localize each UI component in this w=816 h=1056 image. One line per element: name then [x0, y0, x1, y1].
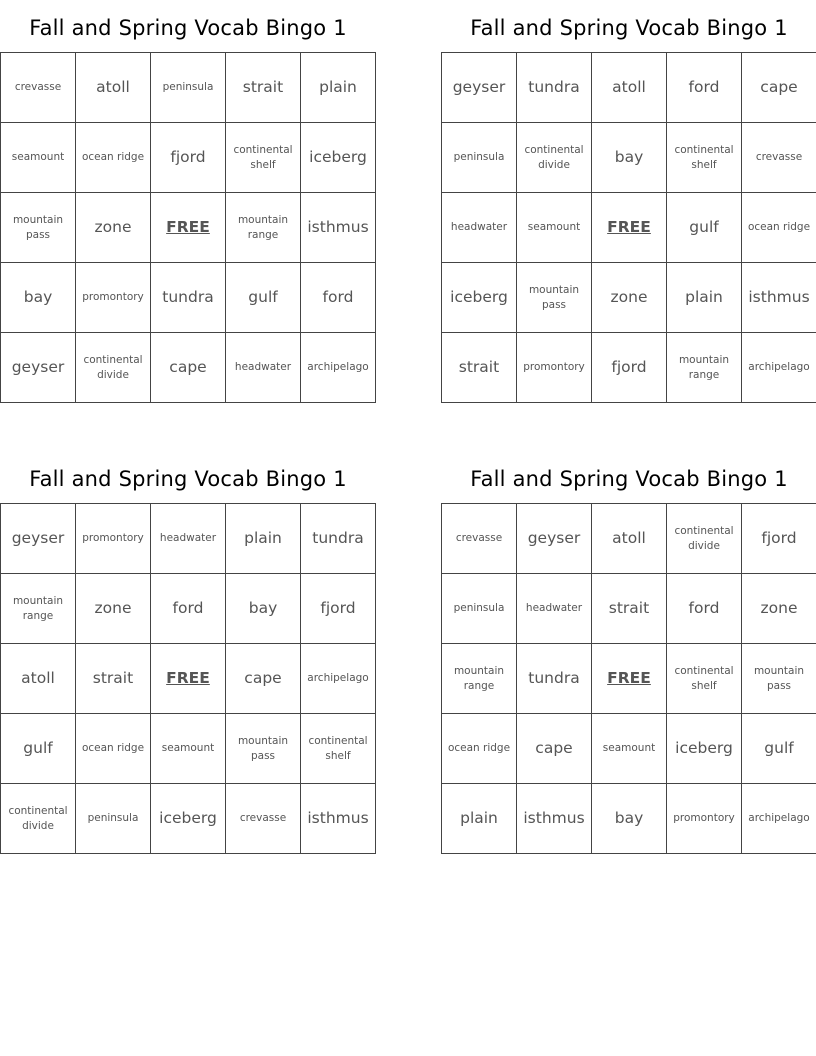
bingo-card-1 [0, 0, 376, 403]
bingo-cell: headwater [151, 504, 226, 574]
grid-row [442, 574, 816, 644]
grid-row [442, 263, 816, 333]
bingo-cell: isthmus [517, 784, 592, 854]
bingo-cell: fjord [742, 504, 816, 574]
bingo-cell: bay [226, 574, 301, 644]
bingo-cell: iceberg [667, 714, 742, 784]
bingo-cell: peninsula [442, 123, 517, 193]
bingo-cell: mountain range [226, 193, 301, 263]
free-space: FREE [592, 644, 667, 714]
bingo-cell: iceberg [442, 263, 517, 333]
bingo-cell: cape [226, 644, 301, 714]
bingo-cell: continental shelf [667, 123, 742, 193]
bingo-cell: gulf [667, 193, 742, 263]
bingo-cell: ocean ridge [76, 123, 151, 193]
bingo-cell: seamount [517, 193, 592, 263]
bingo-grid [441, 503, 816, 854]
grid-row [1, 784, 376, 854]
grid-row [1, 714, 376, 784]
bingo-cell: mountain range [442, 644, 517, 714]
bingo-cell: continental shelf [301, 714, 376, 784]
bingo-cell: seamount [151, 714, 226, 784]
bingo-cell: mountain pass [742, 644, 816, 714]
grid-row [442, 714, 816, 784]
grid-row [442, 504, 816, 574]
bingo-cell: bay [592, 123, 667, 193]
grid-row [1, 263, 376, 333]
bingo-cell: iceberg [151, 784, 226, 854]
bingo-cell: plain [226, 504, 301, 574]
bingo-cell: zone [76, 193, 151, 263]
bingo-cell: crevasse [442, 504, 517, 574]
bingo-cell: geyser [1, 333, 76, 403]
bingo-cell: continental divide [1, 784, 76, 854]
bingo-cell: continental divide [517, 123, 592, 193]
grid-row [442, 193, 816, 263]
bingo-cell: isthmus [301, 784, 376, 854]
bingo-cell: cape [151, 333, 226, 403]
bingo-card-3 [0, 451, 376, 854]
bingo-grid [0, 52, 376, 403]
bingo-cell: ford [667, 53, 742, 123]
card-title: Fall and Spring Vocab Bingo 1 [470, 16, 788, 40]
bingo-cell: headwater [226, 333, 301, 403]
free-space: FREE [151, 644, 226, 714]
grid-row [1, 644, 376, 714]
bingo-cell: promontory [76, 263, 151, 333]
bingo-cell: cape [742, 53, 816, 123]
bingo-cell: zone [76, 574, 151, 644]
grid-row [1, 504, 376, 574]
bingo-cell: mountain range [1, 574, 76, 644]
bingo-cell: headwater [517, 574, 592, 644]
grid-row [442, 53, 816, 123]
card-title: Fall and Spring Vocab Bingo 1 [470, 467, 788, 491]
grid-row [1, 574, 376, 644]
bingo-cell: ford [151, 574, 226, 644]
bingo-cell: peninsula [442, 574, 517, 644]
bingo-cell: peninsula [76, 784, 151, 854]
bingo-cell: atoll [592, 504, 667, 574]
bingo-cell: tundra [301, 504, 376, 574]
free-space: FREE [151, 193, 226, 263]
bingo-grid [441, 52, 816, 403]
bingo-cell: fjord [592, 333, 667, 403]
grid-row [442, 784, 816, 854]
bingo-cell: mountain pass [226, 714, 301, 784]
bingo-cell: strait [76, 644, 151, 714]
bingo-cell: ocean ridge [76, 714, 151, 784]
bingo-cell: archipelago [742, 333, 816, 403]
bingo-cell: continental divide [76, 333, 151, 403]
bingo-cell: archipelago [301, 644, 376, 714]
bingo-cell: gulf [742, 714, 816, 784]
bingo-cell: fjord [301, 574, 376, 644]
bingo-cell: strait [592, 574, 667, 644]
bingo-cell: mountain pass [1, 193, 76, 263]
bingo-cell: plain [442, 784, 517, 854]
bingo-cell: headwater [442, 193, 517, 263]
free-space: FREE [592, 193, 667, 263]
bingo-card-2 [441, 0, 816, 403]
bingo-cell: tundra [151, 263, 226, 333]
bingo-cell: isthmus [742, 263, 816, 333]
grid-row [1, 333, 376, 403]
bingo-cell: atoll [592, 53, 667, 123]
grid-row [1, 53, 376, 123]
bingo-cell: iceberg [301, 123, 376, 193]
bingo-cell: plain [667, 263, 742, 333]
bingo-cell: promontory [517, 333, 592, 403]
bingo-grid [0, 503, 376, 854]
bingo-cell: crevasse [226, 784, 301, 854]
bingo-cell: continental shelf [667, 644, 742, 714]
bingo-cell: continental divide [667, 504, 742, 574]
bingo-cell: ford [667, 574, 742, 644]
bingo-cell: zone [592, 263, 667, 333]
grid-row [1, 123, 376, 193]
bingo-cell: archipelago [742, 784, 816, 854]
bingo-cell: ocean ridge [742, 193, 816, 263]
bingo-cell: strait [226, 53, 301, 123]
grid-row [442, 333, 816, 403]
grid-row [1, 193, 376, 263]
bingo-cell: geyser [517, 504, 592, 574]
bingo-cell: geyser [442, 53, 517, 123]
bingo-cell: zone [742, 574, 816, 644]
bingo-cell: archipelago [301, 333, 376, 403]
bingo-cell: peninsula [151, 53, 226, 123]
bingo-cell: atoll [76, 53, 151, 123]
bingo-cell: atoll [1, 644, 76, 714]
bingo-card-4 [441, 451, 816, 854]
bingo-cell: gulf [1, 714, 76, 784]
bingo-cell: gulf [226, 263, 301, 333]
bingo-cell: ocean ridge [442, 714, 517, 784]
bingo-cell: strait [442, 333, 517, 403]
bingo-cell: seamount [592, 714, 667, 784]
card-title: Fall and Spring Vocab Bingo 1 [29, 467, 347, 491]
bingo-cell: bay [1, 263, 76, 333]
bingo-cell: fjord [151, 123, 226, 193]
bingo-cell: tundra [517, 644, 592, 714]
bingo-cell: crevasse [742, 123, 816, 193]
bingo-cell: geyser [1, 504, 76, 574]
bingo-cell: isthmus [301, 193, 376, 263]
bingo-cell: mountain pass [517, 263, 592, 333]
bingo-cell: tundra [517, 53, 592, 123]
bingo-cell: mountain range [667, 333, 742, 403]
bingo-cell: cape [517, 714, 592, 784]
bingo-cell: seamount [1, 123, 76, 193]
bingo-cell: plain [301, 53, 376, 123]
bingo-cell: promontory [76, 504, 151, 574]
grid-row [442, 123, 816, 193]
bingo-cell: continental shelf [226, 123, 301, 193]
bingo-cell: ford [301, 263, 376, 333]
card-title: Fall and Spring Vocab Bingo 1 [29, 16, 347, 40]
bingo-cell: bay [592, 784, 667, 854]
bingo-cell: crevasse [1, 53, 76, 123]
grid-row [442, 644, 816, 714]
bingo-cell: promontory [667, 784, 742, 854]
